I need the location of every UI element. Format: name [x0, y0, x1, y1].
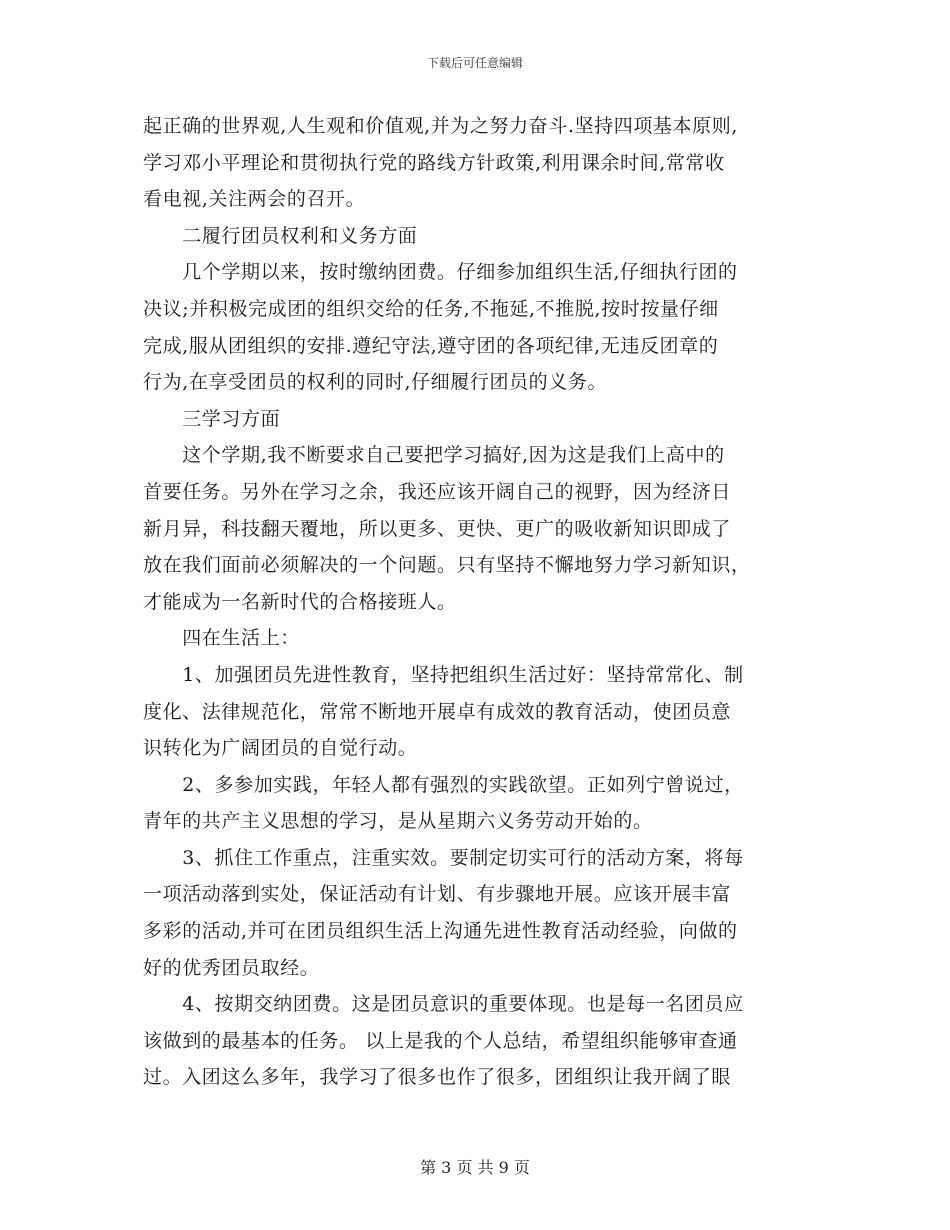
text-line: 4、按期交纳团费。这是团员意识的重要体现。也是每一名团员应: [143, 993, 744, 1016]
text-line: 学习邓小平理论和贯彻执行党的路线方针政策,利用课余时间,常常收: [143, 151, 725, 174]
text-line: 完成,服从团组织的安排.遵纪守法,遵守团的各项纪律,无违反团章的: [143, 334, 719, 357]
document-body: [143, 108, 815, 1096]
text-line: 起正确的世界观,人生观和价值观,并为之努力奋斗.坚持四项基本原则,: [143, 115, 738, 137]
text-line: 3、抓住工作重点，注重实效。要制定切实可行的活动方案，将每: [143, 846, 744, 869]
text-line: 几个学期以来，按时缴纳团费。仔细参加组织生活,仔细执行团的: [143, 261, 738, 284]
text-line: 度化、法律规范化，常常不断地开展卓有成效的教育活动，使团员意: [143, 700, 732, 723]
text-line: 才能成为一名新时代的合格接班人。: [143, 590, 457, 613]
text-line: 识转化为广阔团员的自觉行动。: [143, 737, 418, 760]
text-line: 该做到的最基本的任务。 以上是我的个人总结，希望组织能够审查通: [143, 1029, 738, 1052]
text-line: 多彩的活动,并可在团员组织生活上沟通先进性教育活动经验，向做的: [143, 920, 738, 943]
page-number-footer: 第 3 页 共 9 页: [420, 1158, 530, 1177]
text-line: 青年的共产主义思想的学习，是从星期六义务劳动开始的。: [143, 810, 653, 833]
text-line: 2、多参加实践，年轻人都有强烈的实践欲望。正如列宁曾说过，: [143, 773, 744, 796]
text-line: 好的优秀团员取经。: [143, 956, 320, 979]
text-line: 决议;并积极完成团的组织交给的任务,不拖延,不推脱,按时按量仔细: [143, 297, 719, 320]
text-line: 首要任务。另外在学习之余，我还应该开阔自己的视野，因为经济日: [143, 480, 732, 503]
text-line: 放在我们面前必须解决的一个问题。只有坚持不懈地努力学习新知识，: [143, 554, 751, 577]
section-heading: 三学习方面: [143, 407, 281, 430]
section-heading: 四在生活上：: [143, 627, 300, 650]
text-line: 1、加强团员先进性教育，坚持把组织生活过好：坚持常常化、制: [143, 663, 744, 686]
section-heading: 二履行团员权利和义务方面: [143, 224, 418, 247]
text-line: 过。入团这么多年，我学习了很多也作了很多，团组织让我开阔了眼: [143, 1066, 732, 1089]
text-line: 看电视,关注两会的召开。: [143, 188, 366, 211]
page-header-note: 下载后可任意编辑: [426, 56, 523, 70]
text-line: 一项活动落到实处，保证活动有计划、有步骤地开展。应该开展丰富: [143, 883, 732, 906]
text-line: 新月异，科技翻天覆地，所以更多、更快、更广的吸收新知识即成了: [143, 517, 732, 540]
text-line: 这个学期,我不断要求自己要把学习搞好,因为这是我们上高中的: [143, 444, 725, 467]
text-line: 行为,在享受团员的权利的同时,仔细履行团员的义务。: [143, 371, 608, 394]
